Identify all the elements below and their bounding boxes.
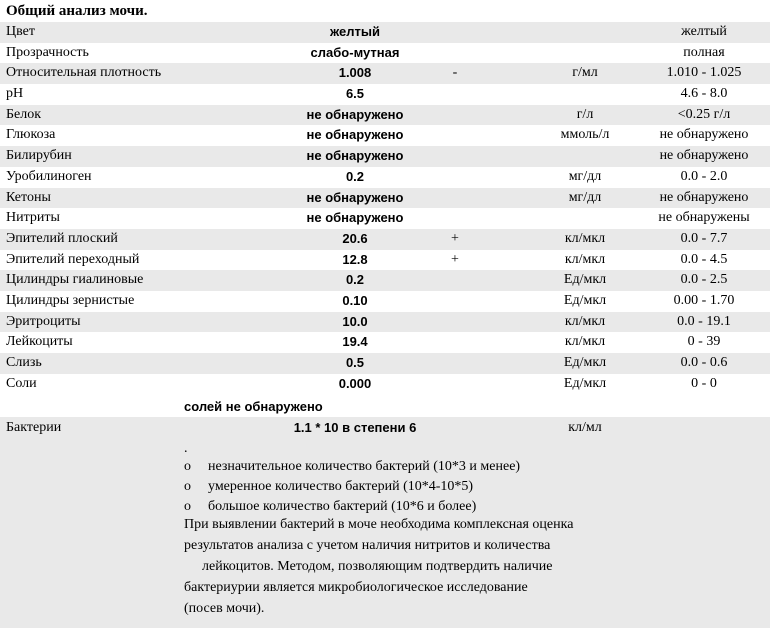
row-name: Глюкоза (6, 127, 56, 143)
row-reference: не обнаружены (658, 210, 750, 226)
row-unit: Ед/мкл (563, 355, 607, 370)
bullet-text: умеренное количество бактерий (10*4-10*5) (208, 479, 474, 494)
row-reference: полная (683, 44, 725, 60)
row-value: 0.2 (345, 272, 365, 288)
row-reference: <0.25 г/л (677, 106, 731, 122)
row-unit (540, 43, 630, 64)
row-unit: ммоль/л (560, 127, 610, 143)
row-name: Уробилиноген (6, 168, 92, 184)
row-unit: кл/мкл (564, 313, 606, 329)
row-reference: 0.0 - 2.0 (680, 168, 728, 184)
row-reference: не обнаружено (659, 189, 749, 205)
bacteria-unit: кл/мл (568, 420, 602, 435)
row-unit: Ед/мкл (563, 272, 607, 288)
row-value: не обнаружено (306, 210, 404, 226)
table-row (0, 270, 770, 291)
table-row (0, 167, 770, 188)
row-unit: мг/дл (568, 168, 602, 184)
row-unit (540, 146, 630, 167)
table-row (0, 312, 770, 333)
bacteria-value: 1.1 * 10 в степени 6 (293, 420, 417, 435)
row-flag (440, 43, 470, 64)
row-flag (440, 105, 470, 126)
results-table (0, 22, 770, 394)
row-flag (440, 353, 470, 374)
bullet-mark: o (184, 499, 191, 514)
bacteria-section (0, 417, 770, 628)
row-name: Эритроциты (6, 313, 81, 329)
row-flag: + (451, 230, 459, 246)
row-flag (440, 332, 470, 353)
bacteria-bullet (184, 477, 473, 497)
page-title: Общий анализ мочи. (6, 3, 148, 19)
row-flag (440, 125, 470, 146)
row-name: Слизь (6, 355, 42, 370)
row-value: не обнаружено (306, 106, 404, 122)
row-name: pH (6, 86, 24, 102)
bullet-text: большое количество бактерий (10*6 и более) (208, 499, 477, 514)
table-row (0, 146, 770, 167)
table-row (0, 332, 770, 353)
row-unit: кл/мкл (564, 334, 606, 350)
explanation-line: (посев мочи). (184, 601, 265, 616)
table-row (0, 43, 770, 64)
table-row (0, 63, 770, 84)
bullet-mark: o (184, 479, 191, 494)
row-reference: 4.6 - 8.0 (680, 86, 728, 102)
row-flag (440, 312, 470, 333)
explanation-line: лейкоцитов. Методом, позволяющим подтвердить наличие (202, 559, 553, 574)
row-reference: не обнаружено (659, 127, 749, 143)
row-value: 20.6 (342, 230, 368, 246)
row-name: Лейкоциты (6, 334, 73, 350)
row-flag (440, 22, 470, 43)
table-row (0, 84, 770, 105)
table-row (0, 125, 770, 146)
row-unit: кл/мкл (564, 230, 606, 246)
row-reference: 0 - 39 (687, 334, 721, 350)
explanation-line: результатов анализа с учетом наличия нитритов и количества (184, 538, 551, 553)
bullet-text: незначительное количество бактерий (10*3 и менее) (208, 459, 521, 474)
row-unit (540, 84, 630, 105)
table-row (0, 188, 770, 209)
row-value: желтый (330, 24, 380, 39)
row-flag: - (452, 65, 458, 81)
table-row (0, 208, 770, 229)
row-unit: мг/дл (568, 189, 602, 205)
row-unit: г/л (576, 106, 594, 122)
row-flag (440, 208, 470, 229)
row-name: Билирубин (6, 148, 72, 164)
row-value: не обнаружено (306, 127, 404, 143)
bacteria-bullet (184, 457, 520, 477)
row-name: Цилиндры гиалиновые (6, 272, 144, 288)
row-reference: 0.0 - 0.6 (680, 355, 728, 370)
row-value: 12.8 (342, 251, 368, 267)
row-value: 0.5 (345, 355, 365, 370)
row-unit: кл/мкл (564, 251, 606, 267)
row-flag: + (451, 251, 459, 267)
explanation-line: бактериурии является микробиологическое исследование (184, 580, 528, 595)
row-reference: желтый (681, 24, 727, 39)
row-value: 10.0 (342, 313, 368, 329)
row-value: 0.10 (342, 292, 368, 308)
row-flag (440, 84, 470, 105)
row-value: 19.4 (342, 334, 368, 350)
row-flag (440, 374, 470, 395)
table-row (0, 374, 770, 395)
salts-note: солей не обнаружено (184, 399, 323, 414)
row-name: Нитриты (6, 210, 60, 226)
bacteria-explanation (184, 514, 624, 619)
row-unit: Ед/мкл (563, 292, 607, 308)
row-name: Относительная плотность (6, 65, 162, 81)
row-name: Белок (6, 106, 42, 122)
bullet-mark: o (184, 459, 191, 474)
row-flag (440, 146, 470, 167)
row-unit: Ед/мкл (563, 375, 607, 391)
row-reference: не обнаружено (659, 148, 749, 164)
row-name: Цвет (6, 24, 35, 39)
row-name: Цилиндры зернистые (6, 292, 135, 308)
row-name: Эпителий переходный (6, 251, 140, 267)
row-value: не обнаружено (306, 189, 404, 205)
explanation-line: При выявлении бактерий в моче необходима комплексная оценка (184, 517, 574, 532)
row-flag (440, 188, 470, 209)
row-value: не обнаружено (306, 148, 404, 164)
row-unit (540, 22, 630, 43)
row-reference: 0.0 - 2.5 (680, 272, 728, 288)
row-value: 1.008 (338, 65, 372, 81)
row-value: 0.000 (338, 375, 372, 391)
row-name: Кетоны (6, 189, 51, 205)
table-row (0, 291, 770, 312)
row-value: 0.2 (345, 168, 365, 184)
row-reference: 0.00 - 1.70 (673, 292, 735, 308)
row-unit: г/мл (572, 65, 598, 81)
row-value: 6.5 (345, 86, 365, 102)
row-name: Прозрачность (6, 44, 89, 60)
table-row (0, 250, 770, 271)
row-reference: 0.0 - 19.1 (677, 313, 731, 329)
bacteria-row (0, 417, 770, 439)
row-name: Эпителий плоский (6, 230, 118, 246)
bacteria-dot: . (184, 441, 188, 456)
row-reference: 0 - 0 (691, 375, 717, 391)
row-flag (440, 270, 470, 291)
row-value: слабо-мутная (310, 44, 400, 60)
row-reference: 0.0 - 4.5 (680, 251, 728, 267)
table-row (0, 105, 770, 126)
row-reference: 0.0 - 7.7 (680, 230, 728, 246)
row-flag (440, 291, 470, 312)
table-row (0, 22, 770, 43)
bacteria-name: Бактерии (6, 420, 62, 435)
row-unit (540, 208, 630, 229)
row-reference: 1.010 - 1.025 (666, 65, 742, 81)
table-row (0, 229, 770, 250)
row-name: Соли (6, 375, 37, 391)
salts-note-row (0, 397, 770, 417)
table-row (0, 353, 770, 374)
row-flag (440, 167, 470, 188)
